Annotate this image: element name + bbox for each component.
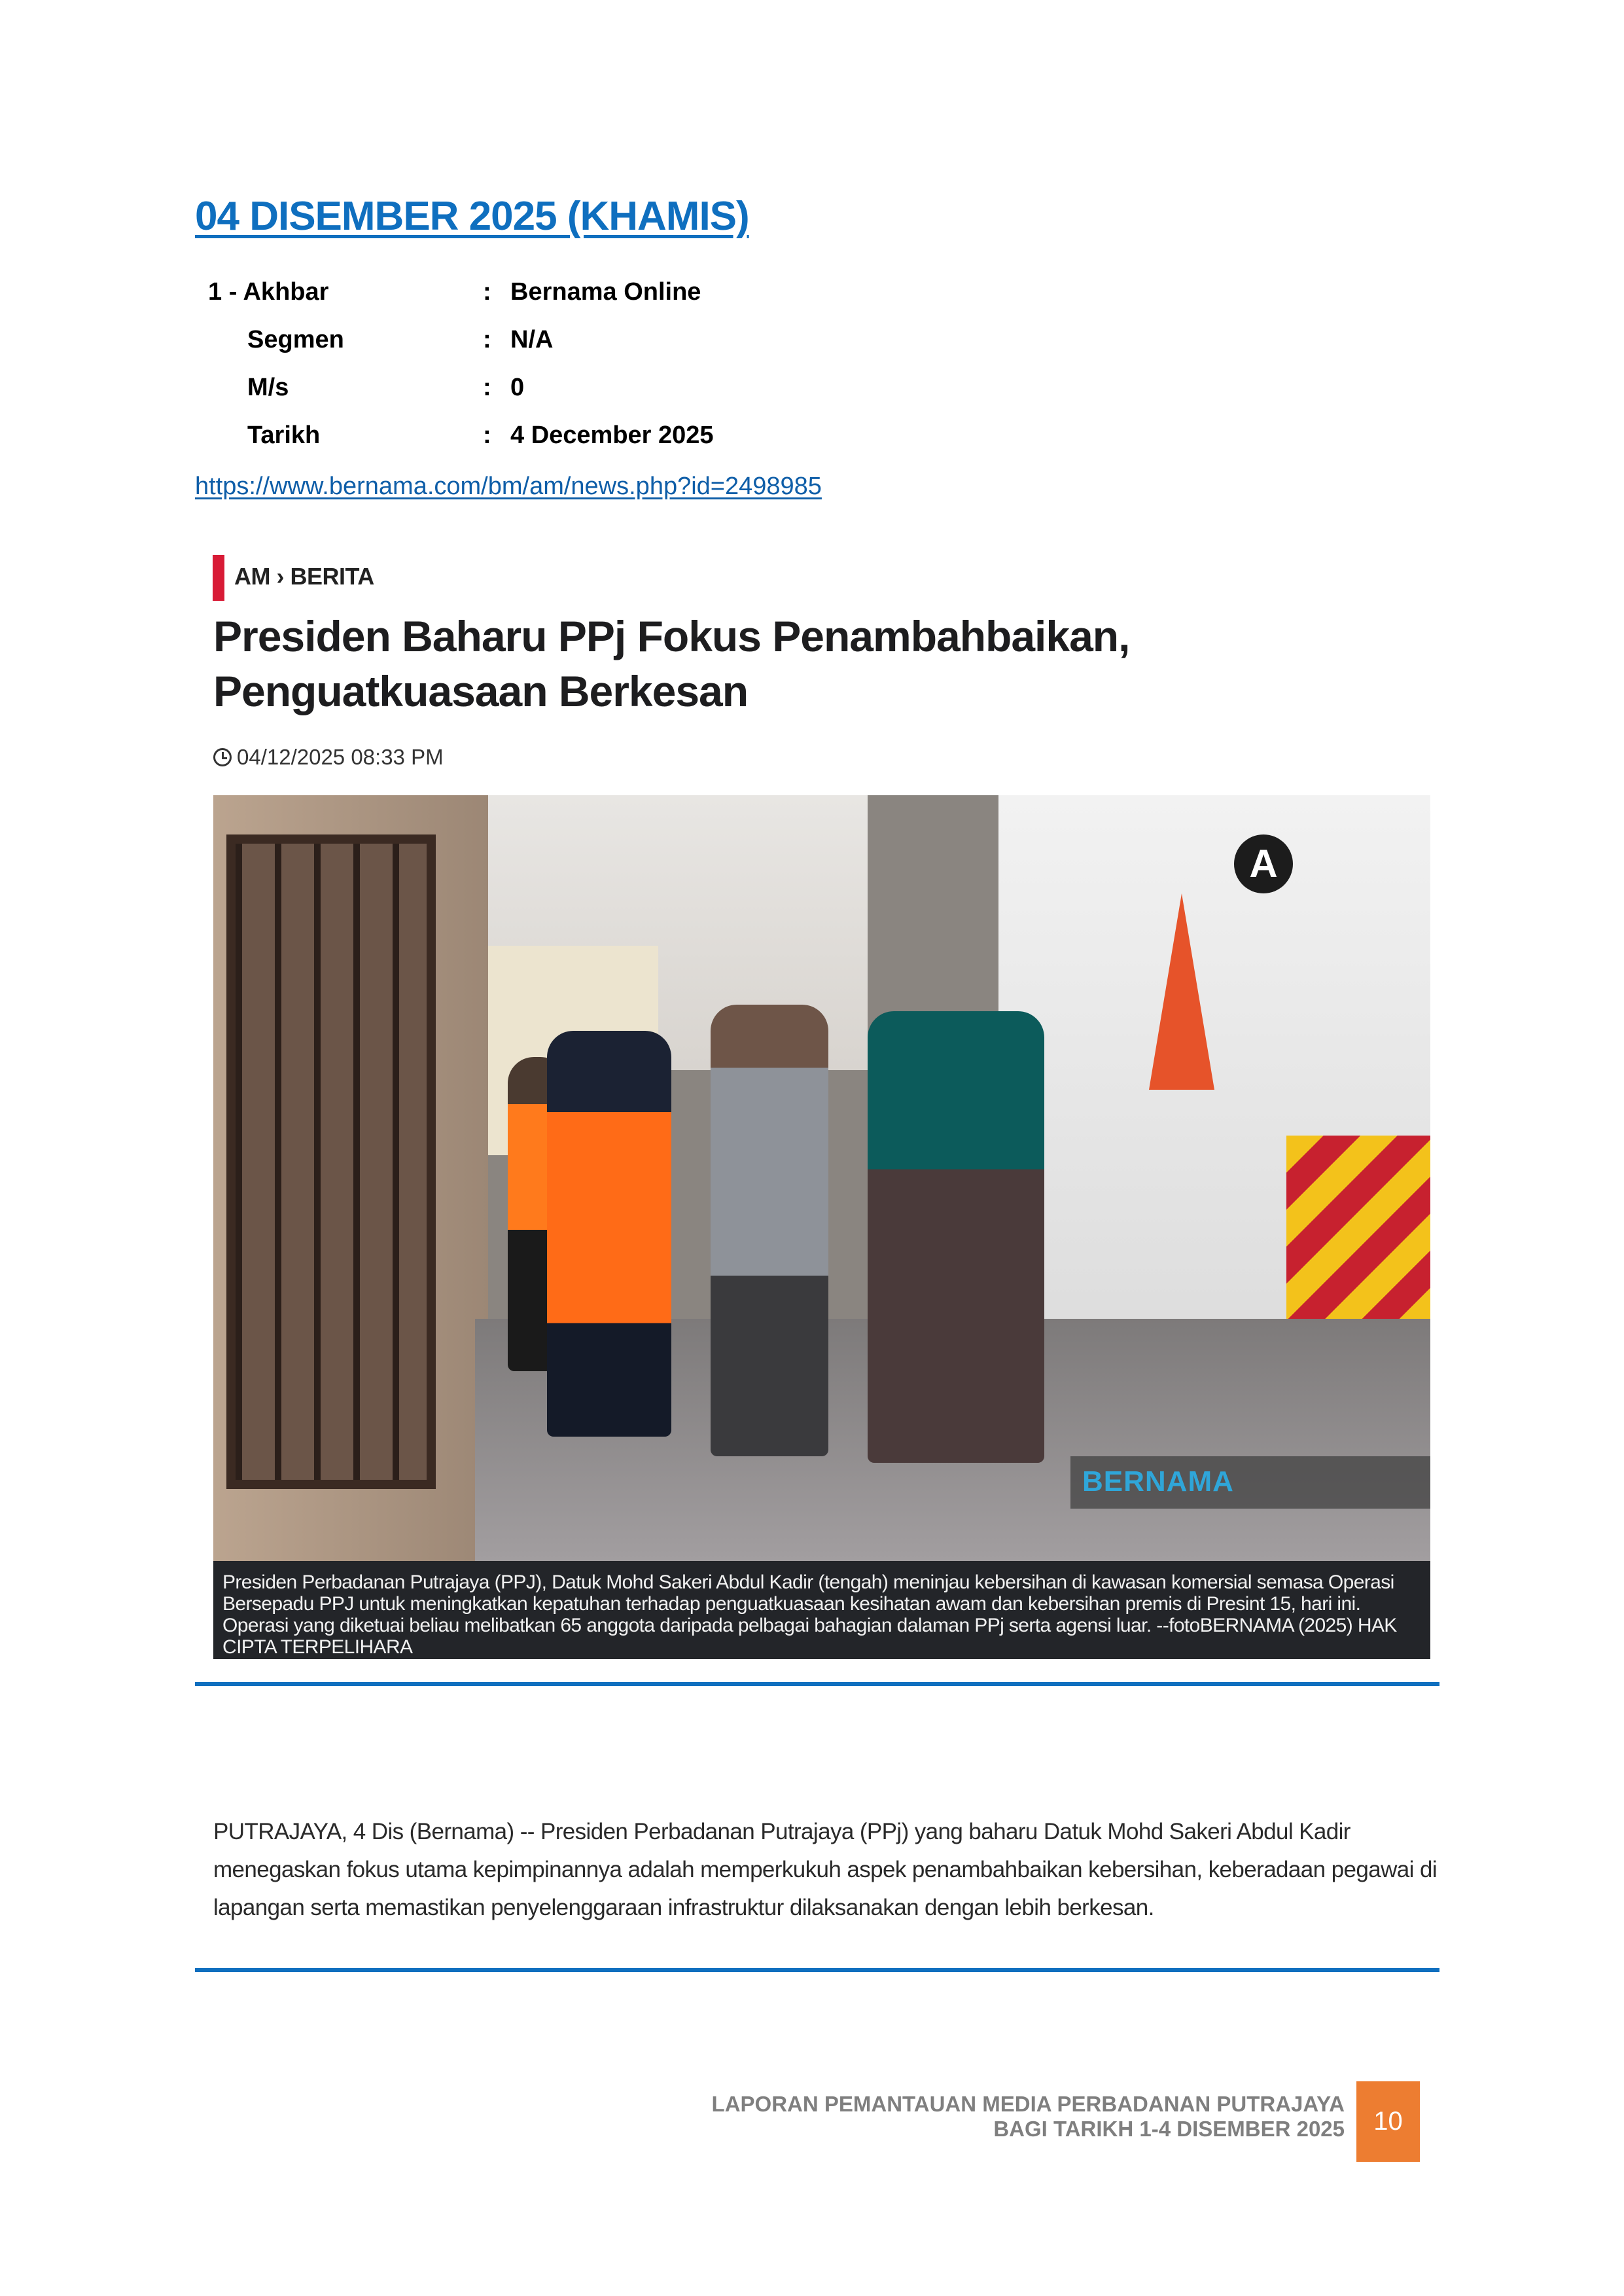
date-heading: 04 DISEMBER 2025 (KHAMIS) [195,194,749,239]
timestamp-text: 04/12/2025 08:33 PM [237,745,444,769]
meta-value: N/A [510,326,554,353]
meta-value: 4 December 2025 [510,422,714,449]
photo-window-grille [226,834,436,1489]
article-body: PUTRAJAYA, 4 Dis (Bernama) -- Presiden Perbadanan Putrajaya (PPj) yang baharu Datuk Mohd Sakeri Abdul Kadir menegaskan fokus utama kepimpinannya adalah memperkukuh aspek penambahbaikan kebersihan, keberadaan pegawai di lapangan serta memastikan penyelenggaraan infrastruktur dilaksanakan dengan lebih berkesan. [213,1819,1437,1920]
photo-traffic-cone [1149,893,1214,1090]
photo-watermark [1070,1456,1430,1509]
meta-label: Tarikh [247,422,321,449]
meta-value: 0 [510,374,525,401]
breadcrumb: AM › BERITA [234,563,374,590]
photo-person [711,1005,828,1456]
article-photo [213,795,1430,1561]
article-timestamp [213,745,444,770]
meta-label: Segmen [247,326,344,353]
meta-label: M/s [247,374,289,401]
meta-label: 1 - Akhbar [208,278,329,306]
article-headline: Presiden Baharu PPj Fokus Penambahbaikan, Penguatkuasaan Berkesan [213,612,1130,715]
page-number: 10 [1356,2081,1420,2162]
photo-person [547,1031,671,1437]
source-link[interactable]: https://www.bernama.com/bm/am/news.php?id=2498985 [195,473,822,500]
meta-colon: : [483,278,491,306]
breadcrumb-accent-bar [213,555,224,601]
divider [195,1682,1439,1686]
footer-line-1: LAPORAN PEMANTAUAN MEDIA PERBADANAN PUTRAJAYA [711,2092,1345,2116]
meta-value: Bernama Online [510,278,701,306]
watermark-text: BERNAMA [1082,1465,1234,1498]
photo-person [868,1011,1044,1463]
photo-tank-logo: A [1234,834,1293,893]
meta-colon: : [483,422,491,449]
footer-report-title [712,2092,1345,2142]
clock-icon [213,748,232,766]
footer-line-2: BAGI TARIKH 1-4 DISEMBER 2025 [993,2117,1345,2141]
divider [195,1968,1439,1972]
meta-colon: : [483,374,491,401]
meta-colon: : [483,326,491,353]
photo-caption: Presiden Perbadanan Putrajaya (PPJ), Datuk Mohd Sakeri Abdul Kadir (tengah) meninjau kebersihan di kawasan komersial semasa Operasi Bersepadu PPJ untuk meningkatkan kepatuhan terhadap penguatkuasaan kesihatan awam dan kebersihan premis di Presint 15, hari ini. Operasi yang diketuai beliau melibatkan 65 anggota daripada pelbagai bahagian dalaman PPj serta agensi luar. --fotoBERNAMA (2025) HAK CIPTA TERPELIHARA [213,1561,1430,1659]
